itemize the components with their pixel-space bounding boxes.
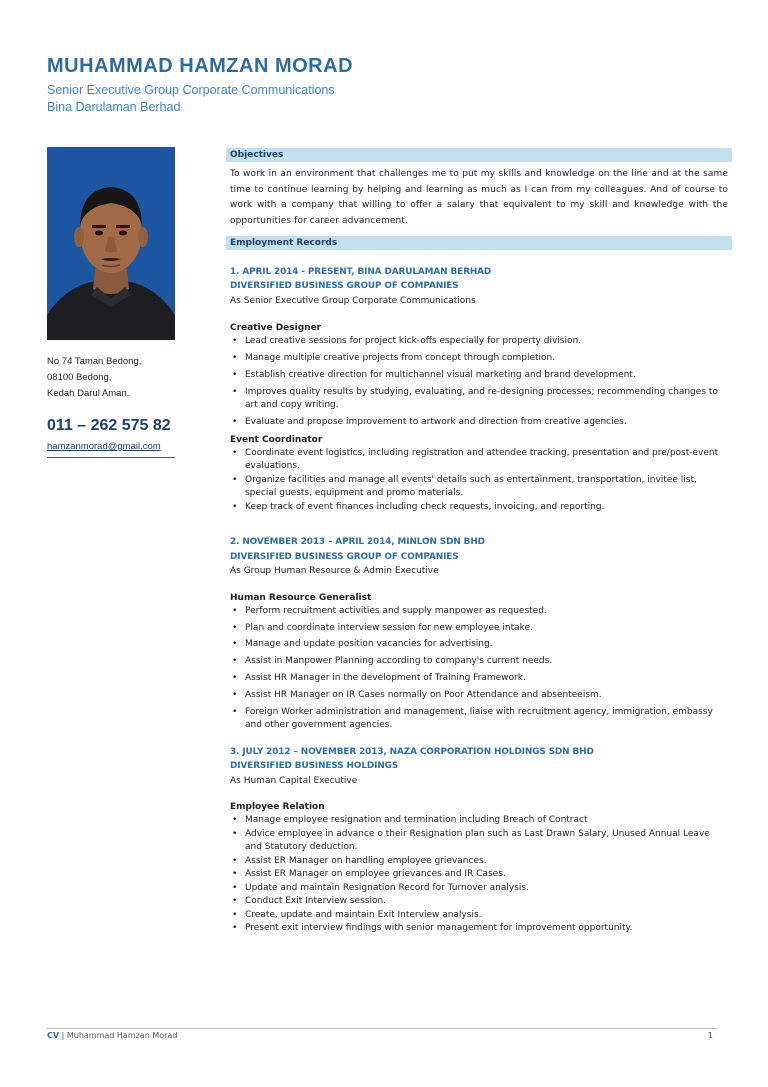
list-item: • Keep track of event finances including check requests, invoicing, and reporting.: [245, 501, 728, 515]
responsibility-list: [226, 814, 732, 936]
list-item: • Evaluate and propose improvement to artwork and direction from creative agencies.: [245, 416, 728, 430]
job-title: Senior Executive Group Corporate Communications: [47, 83, 335, 97]
job-entry: [226, 265, 732, 514]
job-heading: 3. JULY 2012 – NOVEMBER 2013, NAZA CORPORATION HOLDINGS SDN BHD: [230, 746, 594, 757]
responsibility-group-title: Employee Relation: [230, 802, 325, 813]
list-item: • Assist ER Manager on handling employee grievances.: [245, 855, 728, 869]
list-item: • Perform recruitment activities and supply manpower as requested.: [245, 605, 728, 619]
portrait-illustration: [47, 147, 175, 340]
job-role: As Group Human Resource & Admin Executive: [230, 566, 439, 577]
responsibility-group-title: Event Coordinator: [230, 434, 323, 445]
job-entry: [226, 535, 732, 732]
profile-photo: [47, 147, 175, 340]
list-item: • Establish creative direction for multichannel visual marketing and brand development.: [245, 369, 728, 383]
list-item: • Assist in Manpower Planning according to company's current needs.: [245, 655, 728, 669]
job-division: DIVERSIFIED BUSINESS GROUP OF COMPANIES: [230, 551, 459, 562]
page-number: 1: [707, 1031, 713, 1040]
candidate-name: MUHAMMAD HAMZAN MORAD: [47, 55, 354, 77]
job-heading: 2. NOVEMBER 2013 – APRIL 2014, MINLON SDN BHD: [230, 537, 485, 548]
responsibility-list: [226, 605, 732, 733]
phone-number: 011 – 262 575 82: [47, 417, 171, 434]
employment-heading: Employment Records: [226, 236, 732, 250]
list-item: • Lead creative sessions for project kick-offs especially for property division.: [245, 335, 728, 349]
list-item: • Advice employee in advance o their Resignation plan such as Last Drawn Salary, Unused Annual Leave and Statutory deduction.: [245, 828, 728, 855]
responsibility-list: [226, 335, 732, 429]
objectives-heading: Objectives: [226, 148, 732, 162]
email-divider: [47, 457, 175, 458]
list-item: • Assist HR Manager on IR Cases normally on Poor Attendance and absenteeism.: [245, 689, 728, 703]
objective-text: To work in an environment that challenges me to put my skills and knowledge on the line and at the same time to continue learning by helping and learning as much as I can from my colleagues. And of course to work with a company that willing to offer a salary that equivalent to my skill and knowledge with the opportunities for career advancement.: [230, 169, 728, 227]
job-entry: [226, 745, 732, 936]
responsibility-group-title: Human Resource Generalist: [230, 592, 372, 603]
job-division: DIVERSIFIED BUSINESS HOLDINGS: [230, 761, 399, 772]
list-item: • Organize facilities and manage all events' details such as entertainment, transportation, invitee list, special guests, equipment and promo materials.: [245, 474, 728, 501]
main-content: [226, 148, 732, 936]
list-item: • Conduct Exit Interview session.: [245, 895, 728, 909]
address-line-1: No 74 Taman Bedong,: [47, 356, 142, 367]
page-footer: [47, 1028, 717, 1040]
list-item: • Plan and coordinate interview session for new employee intake.: [245, 622, 728, 636]
job-role: As Human Capital Executive: [230, 775, 358, 786]
footer-owner: Muhammad Hamzan Morad: [66, 1031, 178, 1040]
list-item: • Assist HR Manager in the development of Training Framework.: [245, 672, 728, 686]
job-role: As Senior Executive Group Corporate Communications: [230, 295, 476, 306]
list-item: • Update and maintain Resignation Record for Turnover analysis.: [245, 882, 728, 896]
address-line-3: Kedah Darul Aman.: [47, 388, 130, 399]
list-item: • Create, update and maintain Exit Interview analysis.: [245, 909, 728, 923]
list-item: • Foreign Worker administration and management, liaise with recruitment agency, immigration, embassy and other government agencies.: [245, 706, 728, 733]
list-item: • Coordinate event logistics, including registration and attendee tracking, presentation and pre/post-event evaluations.: [245, 447, 728, 474]
footer-cv-label: CV: [47, 1031, 60, 1040]
list-item: • Manage employee resignation and termination including Breach of Contract: [245, 814, 728, 828]
list-item: • Manage multiple creative projects from concept through completion.: [245, 352, 728, 366]
job-heading: 1. APRIL 2014 - PRESENT, BINA DARULAMAN BERHAD: [230, 266, 492, 277]
email-link[interactable]: hamzanmorad@gmail.com: [47, 441, 161, 452]
company-name: Bina Darulaman Berhad: [47, 100, 181, 114]
responsibility-group-title: Creative Designer: [230, 323, 322, 334]
contact-sidebar: [47, 354, 187, 458]
list-item: • Assist ER Manager on employee grievances and IR Cases.: [245, 868, 728, 882]
list-item: • Manage and update position vacancies for advertising.: [245, 638, 728, 652]
list-item: • Improves quality results by studying, evaluating, and re-designing processes; recommending changes to art and copy writing.: [245, 386, 728, 413]
responsibility-list: [226, 447, 732, 515]
address-line-2: 08100 Bedong,: [47, 372, 112, 383]
footer-separator: |: [59, 1031, 67, 1040]
job-division: DIVERSIFIED BUSINESS GROUP OF COMPANIES: [230, 281, 459, 292]
list-item: • Present exit interview findings with senior management for improvement opportunity.: [245, 922, 728, 936]
